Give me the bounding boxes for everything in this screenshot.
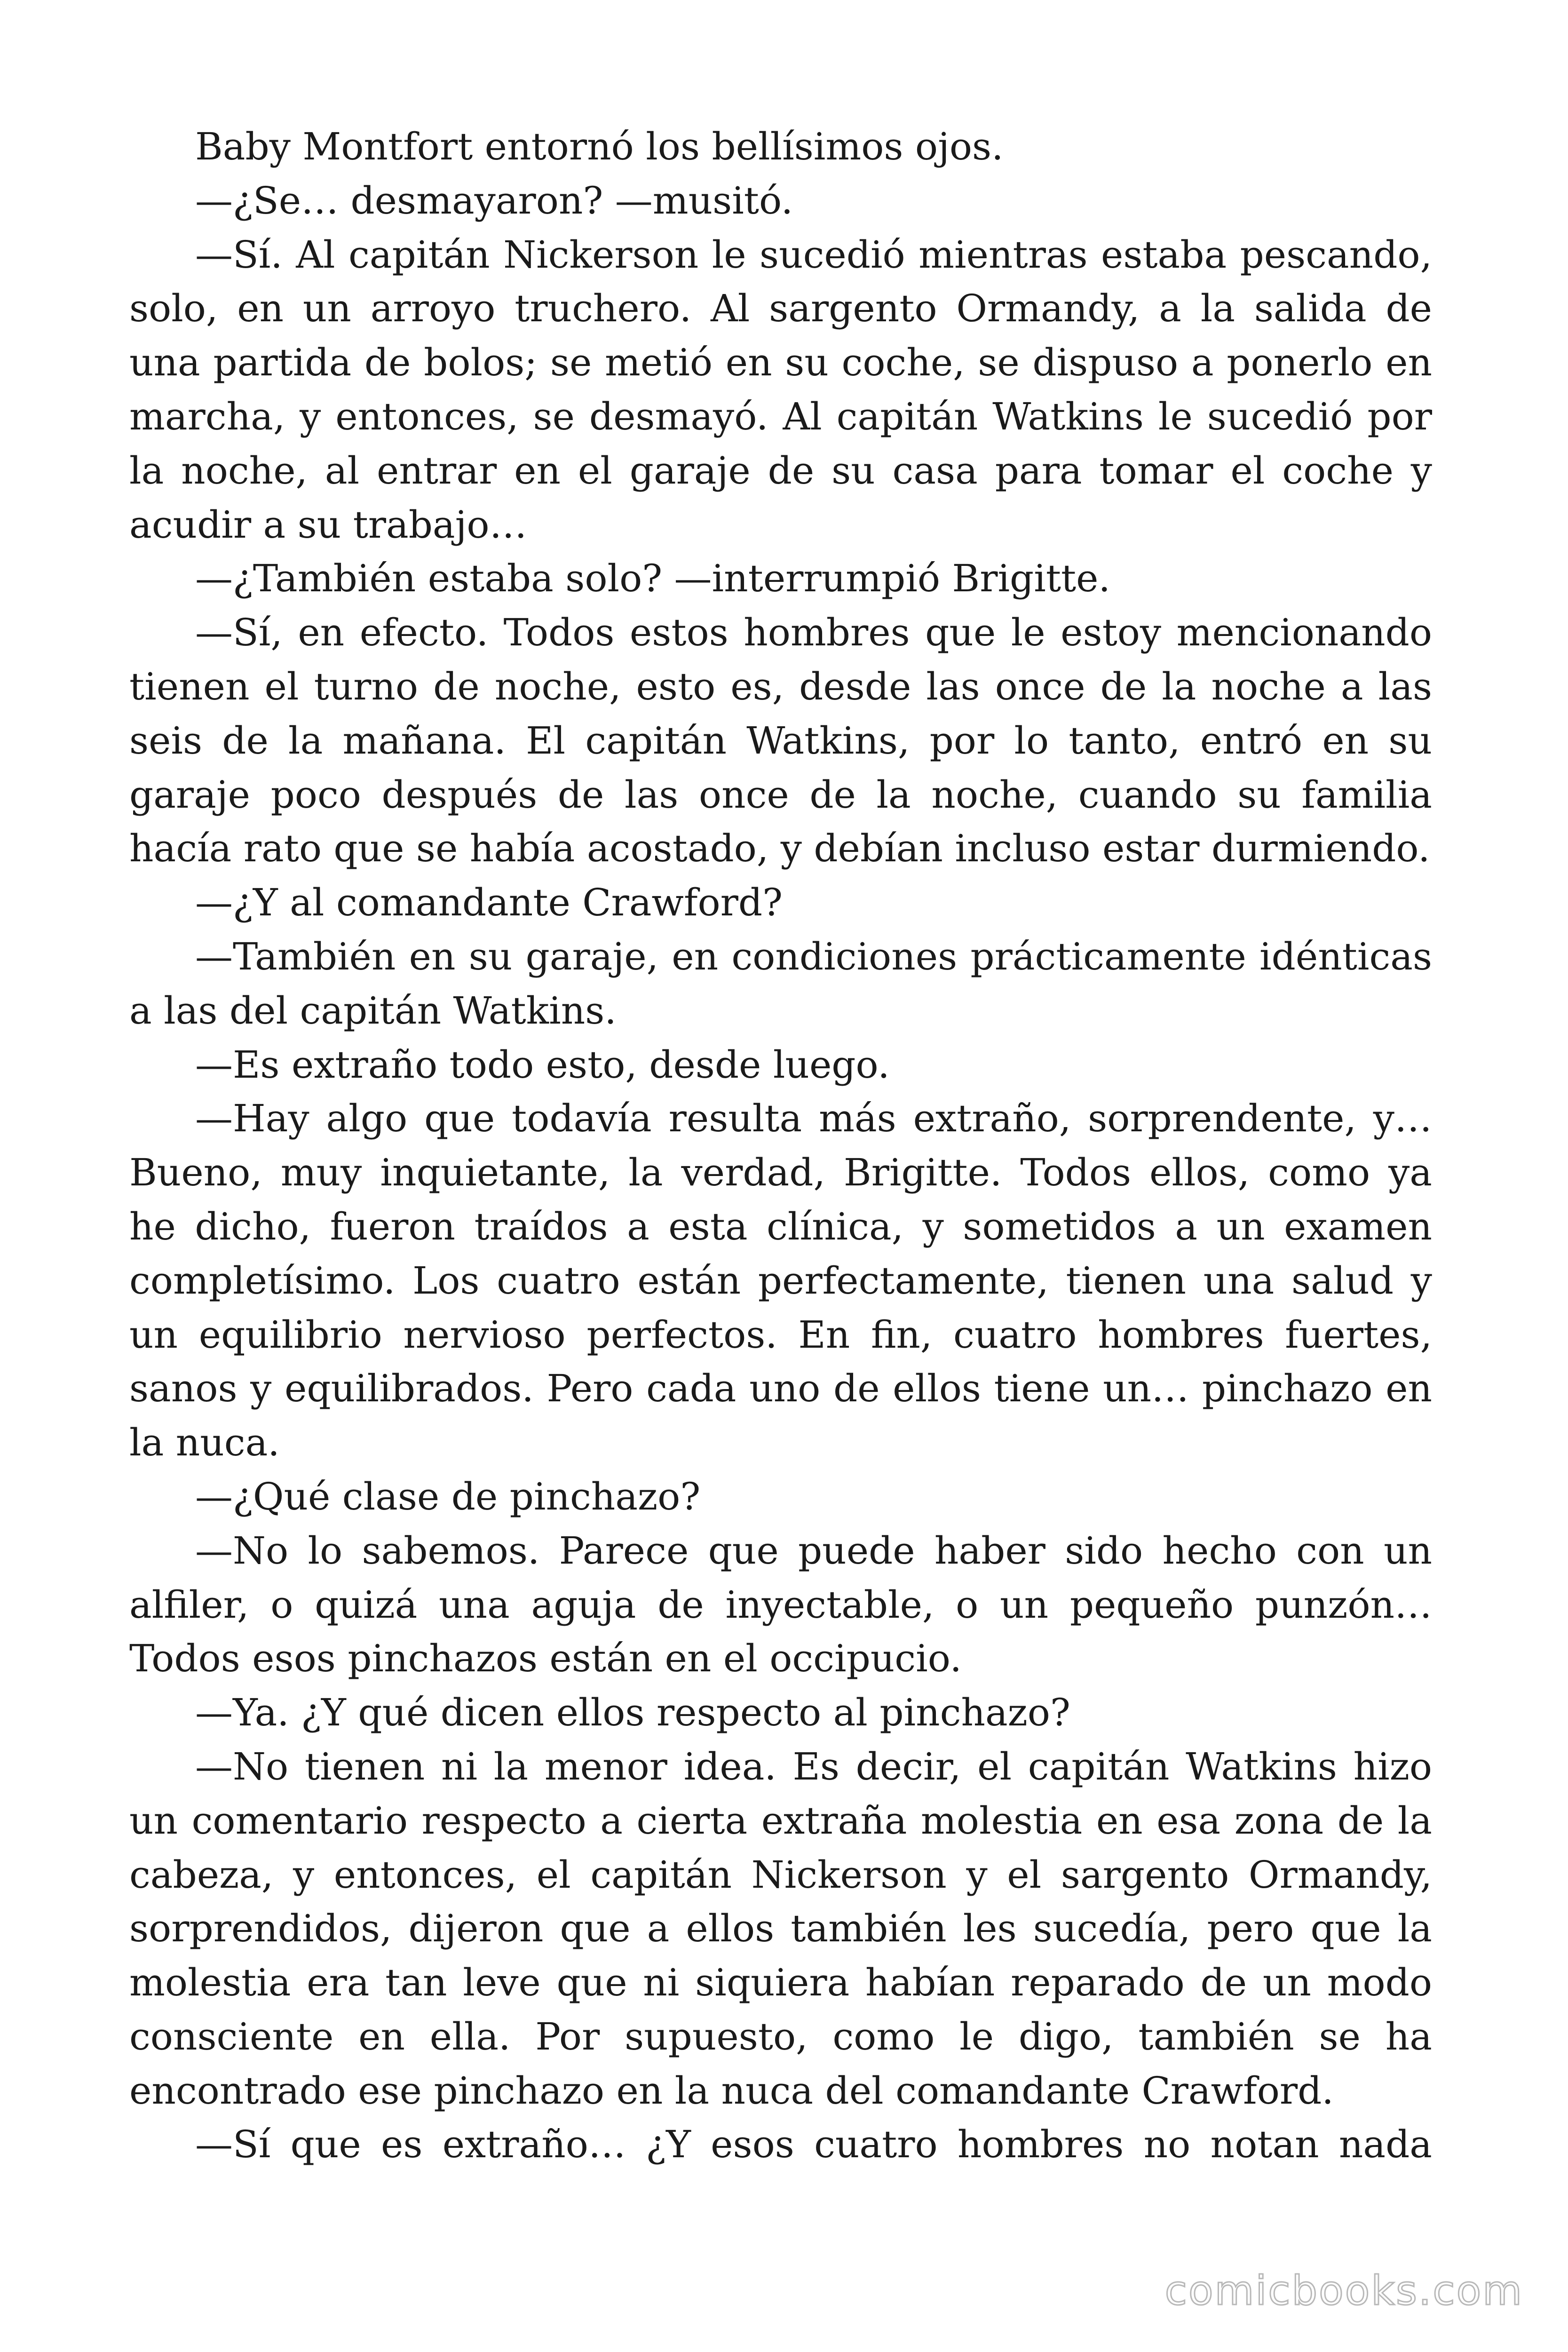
watermark-logo: comicbooks.com bbox=[1164, 2267, 1523, 2314]
paragraph: —¿Se… desmayaron? —musitó. bbox=[195, 178, 793, 222]
paragraph: —También en su garaje, en condiciones prácticamente idénticas a las del capitán Watkins. bbox=[129, 934, 1432, 1033]
paragraph: —Es extraño todo esto, desde luego. bbox=[195, 1042, 890, 1087]
paragraph: —Sí que es extraño… ¿Y esos cuatro hombres no notan nada bbox=[195, 2122, 1432, 2167]
paragraph: —No tienen ni la menor idea. Es decir, el capitán Watkins hizo un comentario respecto a cierta extraña molestia en esa zona de la cabeza, y entonces, el capitán Nickerson y el sargento Ormandy, sorprendidos, dijeron que a ellos también les sucedía, pero que la molestia era tan leve que ni siquiera habían reparado de un modo consciente en ella. Por supuesto, como le digo, también se ha encontrado ese pinchazo en la nuca del comandante Crawford. bbox=[129, 1744, 1432, 2113]
paragraph: —Sí, en efecto. Todos estos hombres que le estoy mencionando tienen el turno de noche, esto es, desde las once de la noche a las seis de la mañana. El capitán Watkins, por lo tanto, entró en su garaje poco después de las once de la noche, cuando su familia hacía rato que se había acostado, y debían incluso estar durmiendo. bbox=[129, 611, 1432, 871]
paragraph: —Hay algo que todavía resulta más extraño, sorprendente, y… Bueno, muy inquietante, la verdad, Brigitte. Todos ellos, como ya he dicho, fueron traídos a esta clínica, y sometidos a un examen completísimo. Los cuatro están perfectamente, tienen una salud y un equilibrio nervioso perfectos. En fin, cuatro hombres fuertes, sanos y equilibrados. Pero cada uno de ellos tiene un… pinchazo en la nuca. bbox=[129, 1097, 1432, 1465]
paragraph: —Ya. ¿Y qué dicen ellos respecto al pinchazo? bbox=[195, 1691, 1070, 1735]
paragraph: —Sí. Al capitán Nickerson le sucedió mientras estaba pescando, solo, en un arroyo truchero. Al sargento Ormandy, a la salida de una partida de bolos; se metió en su coche, se dispuso a ponerlo en marcha, y entonces, se desmayó. Al capitán Watkins le sucedió por la noche, al entrar en el garaje de su casa para tomar el coche y acudir a su trabajo… bbox=[129, 232, 1432, 547]
paragraph: —¿También estaba solo? —interrumpió Brigitte. bbox=[195, 556, 1110, 601]
paragraph: Baby Montfort entornó los bellísimos ojos. bbox=[195, 125, 1004, 168]
paragraph: —¿Qué clase de pinchazo? bbox=[195, 1474, 701, 1518]
book-page-text bbox=[129, 120, 1432, 2172]
paragraph: —¿Y al comandante Crawford? bbox=[195, 881, 783, 925]
paragraph: —No lo sabemos. Parece que puede haber sido hecho con un alfiler, o quizá una aguja de inyectable, o un pequeño punzón… Todos esos pinchazos están en el occipucio. bbox=[129, 1528, 1432, 1681]
